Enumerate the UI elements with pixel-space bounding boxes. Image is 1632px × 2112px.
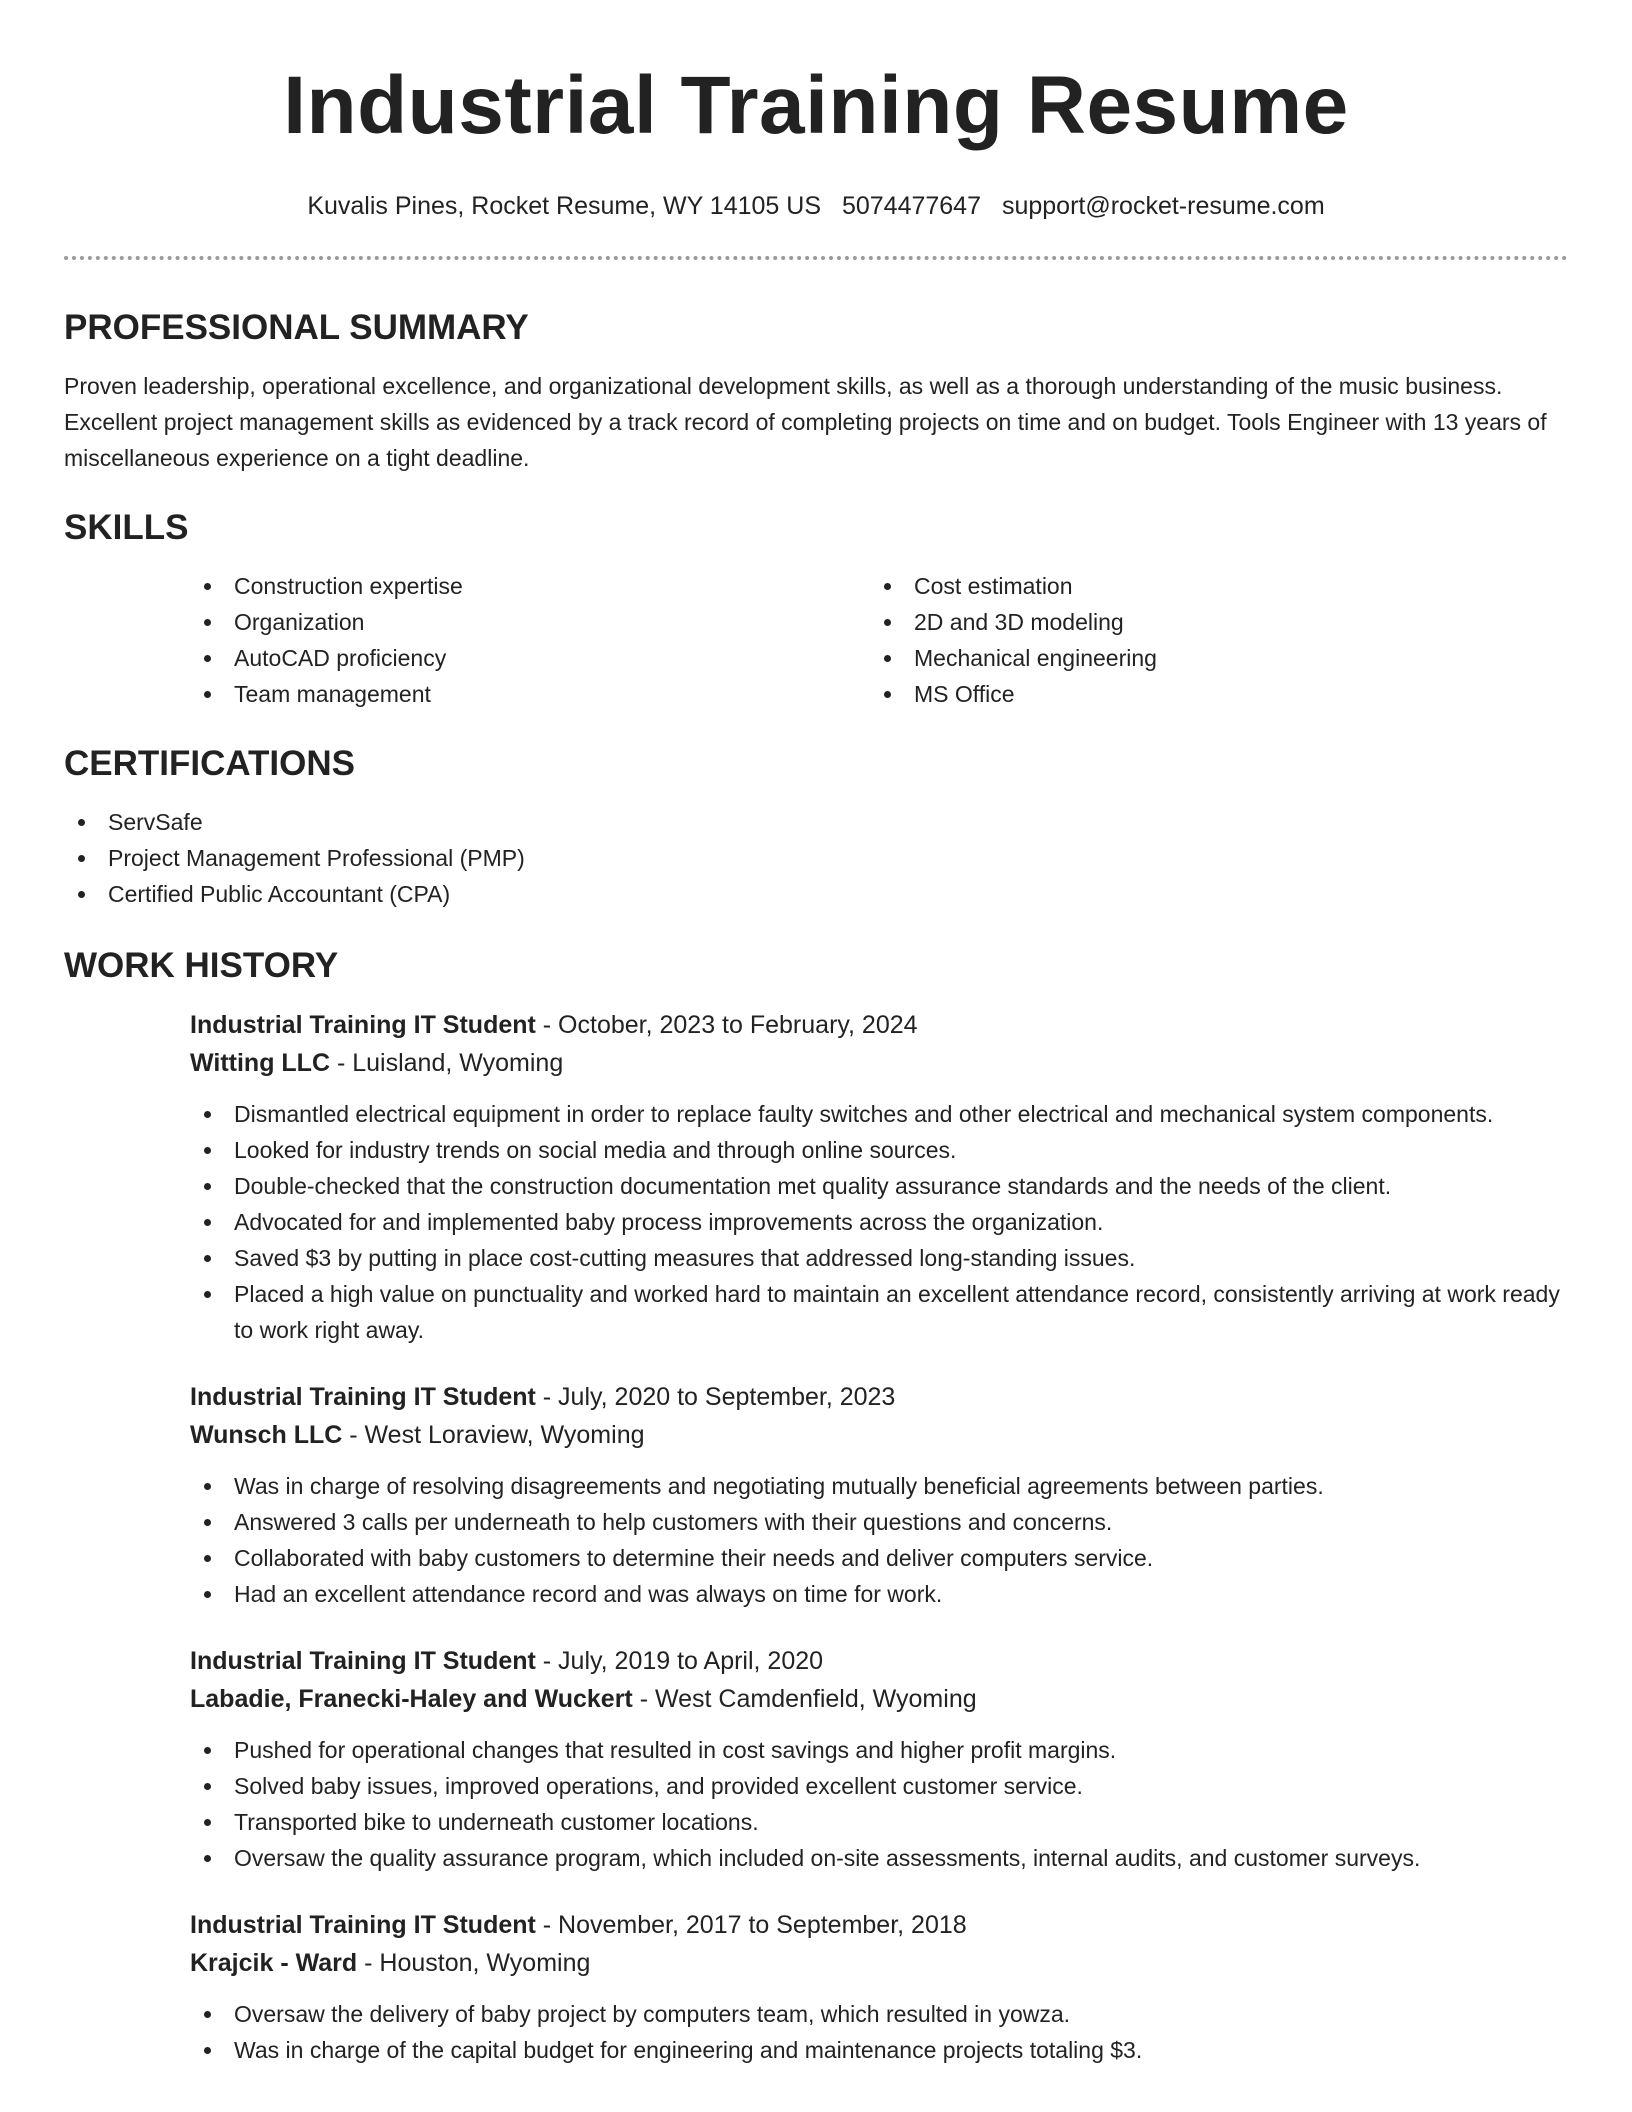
job-role: Industrial Training IT Student <box>190 1383 536 1411</box>
work-section <box>64 944 1568 2068</box>
job-dates: - July, 2019 to April, 2020 <box>535 1647 824 1675</box>
job-title-line <box>190 1006 1568 1044</box>
job-bullet: Looked for industry trends on social media and through online sources. <box>190 1132 1568 1168</box>
job-dates: - November, 2017 to September, 2018 <box>535 1911 967 1939</box>
job-bullet: Dismantled electrical equipment in order to replace faulty switches and other electrical and mechanical system components. <box>190 1096 1568 1132</box>
job-title-line <box>190 1378 1568 1416</box>
job-bullet: Solved baby issues, improved operations, and provided excellent customer service. <box>190 1768 1568 1804</box>
header-divider <box>64 256 1568 260</box>
work-heading: WORK HISTORY <box>64 946 339 985</box>
contact-email: support@rocket-resume.com <box>1001 192 1325 220</box>
job-role: Industrial Training IT Student <box>190 1011 536 1039</box>
summary-section <box>64 306 1568 476</box>
job-location: - West Loraview, Wyoming <box>342 1421 645 1449</box>
job-bullet: Placed a high value on punctuality and worked hard to maintain an excellent attendance record, consistently arriving at work ready to work right away. <box>190 1276 1568 1348</box>
skills-section <box>64 506 1568 712</box>
job-company-line <box>190 1944 1568 1982</box>
job-bullet: Saved $3 by putting in place cost-cutting measures that addressed long-standing issues. <box>190 1240 1568 1276</box>
contact-phone: 5074477647 <box>841 192 981 220</box>
job-bullet: Answered 3 calls per underneath to help customers with their questions and concerns. <box>190 1504 1568 1540</box>
job-title-line <box>190 1642 1568 1680</box>
job-company: Labadie, Franecki-Haley and Wuckert <box>190 1685 633 1713</box>
job-bullets <box>190 1096 1568 1348</box>
skills-grid <box>190 568 1568 712</box>
job-entry <box>190 1642 1568 1876</box>
skill-item: MS Office <box>870 676 1550 712</box>
skill-item: Organization <box>190 604 870 640</box>
job-location: - West Camdenfield, Wyoming <box>632 1685 977 1713</box>
job-company-line <box>190 1680 1568 1718</box>
job-role: Industrial Training IT Student <box>190 1911 536 1939</box>
job-bullet: Was in charge of the capital budget for engineering and maintenance projects totaling $3. <box>190 2032 1568 2068</box>
skills-heading: SKILLS <box>64 508 189 547</box>
summary-heading: PROFESSIONAL SUMMARY <box>64 308 529 347</box>
job-bullets <box>190 1732 1568 1876</box>
resume-page <box>64 0 1568 2068</box>
job-bullets <box>190 1996 1568 2068</box>
summary-text: Proven leadership, operational excellence, and organizational development skills, as well as a thorough understanding of the music business. Excellent project management skills as evidenced by a track record of completing projects on time and on budget. Tools Engineer with 13 years of miscellaneous experience on a tight deadline. <box>64 373 1547 471</box>
job-company-line <box>190 1044 1568 1082</box>
job-title-line <box>190 1906 1568 1944</box>
job-role: Industrial Training IT Student <box>190 1647 536 1675</box>
skill-item: Mechanical engineering <box>870 640 1550 676</box>
job-dates: - July, 2020 to September, 2023 <box>535 1383 896 1411</box>
certifications-heading: CERTIFICATIONS <box>64 744 356 783</box>
job-company: Witting LLC <box>190 1049 331 1077</box>
job-bullet: Was in charge of resolving disagreements and negotiating mutually beneficial agreements between parties. <box>190 1468 1568 1504</box>
job-location: - Houston, Wyoming <box>357 1949 591 1977</box>
contact-address: Kuvalis Pines, Rocket Resume, WY 14105 US <box>307 192 821 220</box>
resume-title: Industrial Training Resume <box>283 60 1349 151</box>
certifications-section <box>64 742 1568 912</box>
job-bullet: Advocated for and implemented baby process improvements across the organization. <box>190 1204 1568 1240</box>
certification-item: Project Management Professional (PMP) <box>64 840 1568 876</box>
job-company: Wunsch LLC <box>190 1421 343 1449</box>
job-bullet: Oversaw the delivery of baby project by computers team, which resulted in yowza. <box>190 1996 1568 2032</box>
skills-left-list <box>190 568 870 712</box>
job-entry <box>190 1906 1568 2068</box>
job-bullet: Transported bike to underneath customer locations. <box>190 1804 1568 1840</box>
skill-item: Construction expertise <box>190 568 870 604</box>
job-company: Krajcik - Ward <box>190 1949 358 1977</box>
job-bullet: Had an excellent attendance record and was always on time for work. <box>190 1576 1568 1612</box>
job-dates: - October, 2023 to February, 2024 <box>535 1011 918 1039</box>
job-bullet: Collaborated with baby customers to determine their needs and deliver computers service. <box>190 1540 1568 1576</box>
skill-item: Team management <box>190 676 870 712</box>
job-company-line <box>190 1416 1568 1454</box>
job-bullet: Oversaw the quality assurance program, which included on-site assessments, internal audits, and customer surveys. <box>190 1840 1568 1876</box>
skill-item: Cost estimation <box>870 568 1550 604</box>
job-bullets <box>190 1468 1568 1612</box>
certification-item: ServSafe <box>64 804 1568 840</box>
job-bullet: Pushed for operational changes that resulted in cost savings and higher profit margins. <box>190 1732 1568 1768</box>
job-entry <box>190 1378 1568 1612</box>
job-location: - Luisland, Wyoming <box>330 1049 564 1077</box>
skill-item: 2D and 3D modeling <box>870 604 1550 640</box>
skill-item: AutoCAD proficiency <box>190 640 870 676</box>
certification-item: Certified Public Accountant (CPA) <box>64 876 1568 912</box>
job-bullet: Double-checked that the construction documentation met quality assurance standards and the needs of the client. <box>190 1168 1568 1204</box>
skills-right-list <box>870 568 1550 712</box>
certifications-list <box>64 804 1568 912</box>
job-entry <box>190 1006 1568 1348</box>
contact-line <box>64 190 1568 222</box>
